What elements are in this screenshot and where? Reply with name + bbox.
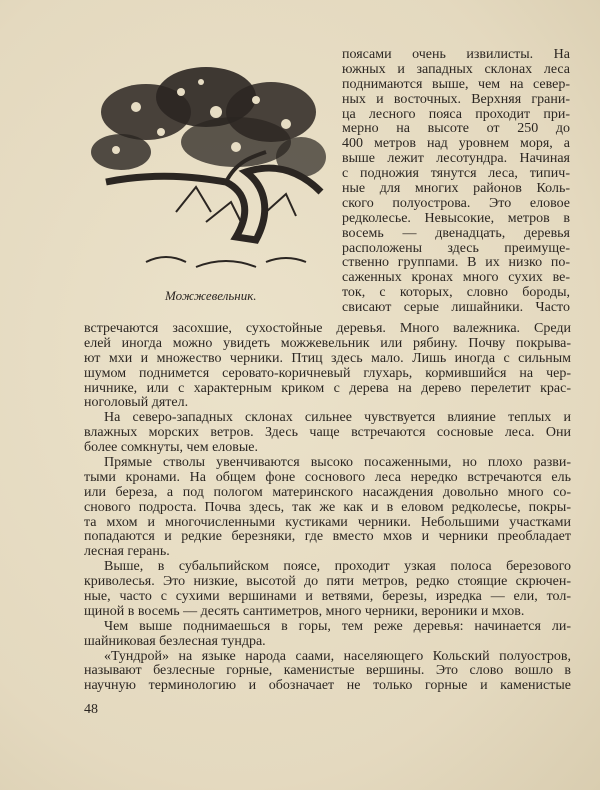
text-line: та мхом и многочисленными кустиками черники. Небольшими участками (84, 515, 571, 530)
body-text (84, 322, 571, 694)
text-line: ют мхи и множество черники. Птиц здесь мало. Лишь иногда с сильным (84, 351, 571, 366)
text-line: попадаются и редкие березняки, где вместо мхов и черники преобладает (84, 530, 571, 545)
text-line: научную терминологию и обозначает не только горные и каменистые (84, 679, 571, 694)
text-line: редколесье. Невысокие, метров в (342, 211, 570, 226)
paragraph (84, 560, 571, 620)
text-line: криволесья. Это низкие, высотой до пяти метров, редко стоящие скрючен- (84, 575, 571, 590)
juniper-illustration (86, 62, 330, 274)
text-line: снового подроста. Почва здесь, так же как и в еловом редколесье, покры- (84, 500, 571, 515)
text-line: лесная герань. (84, 545, 170, 560)
page-number: 48 (84, 702, 98, 717)
text-line: тыми кронами. На общем фоне соснового леса нередко встречаются ель (84, 470, 571, 485)
text-line: щиной в восемь — десять сантиметров, много черники, вероники и мхов. (84, 604, 525, 619)
text-line: выше лежит лесотундра. Начиная (342, 152, 570, 167)
text-line: ца лесного пояса проходит при- (342, 107, 570, 122)
text-line: саженных кронах много сухих ве- (342, 271, 570, 286)
paragraph (84, 650, 571, 695)
right-column-text (342, 48, 570, 316)
text-line: «Тундрой» на языке народа саами, населяющего Кольский полуостров, (104, 649, 571, 664)
paragraph (84, 456, 571, 560)
paragraph (84, 620, 571, 650)
text-line: влажных морских ветров. Здесь чаще встречаются сосновые леса. Они (84, 426, 571, 441)
text-line: ток, с которых, словно бороды, (342, 286, 570, 301)
text-line: свисают серые лишайники. Часто (342, 301, 570, 316)
illustration-caption: Можжевельник. (165, 288, 257, 303)
text-line: ничнике, или с характерным криком с дерева на дерево перелетит крас- (84, 381, 571, 396)
text-line: более сомкнуты, чем еловые. (84, 441, 259, 456)
paragraph (84, 411, 571, 456)
text-line: ные, часто с сухими вершинами и ветвями, березы, изредка — ели, тол- (84, 590, 571, 605)
text-line: южных и западных склонах леса (342, 62, 570, 77)
text-line: Выше, в субальпийском поясе, проходит узкая полоса березового (104, 560, 571, 575)
text-line: шайниковая безлесная тундра. (84, 634, 266, 649)
text-line: мерно на высоте от 250 до (342, 122, 570, 137)
text-line: поясами очень извилисты. На (342, 48, 570, 62)
text-line: называют безлесные горные, каменистые вершины. Это слово вошло в (84, 664, 571, 679)
text-line: встречаются засохшие, сухостойные деревья. Много валежника. Среди (84, 322, 571, 336)
text-line: ского полуострова. Это еловое (342, 196, 570, 211)
text-line: расположены здесь преимуще- (342, 241, 570, 256)
text-line: ных и восточных. Верхняя грани- (342, 92, 570, 107)
text-line: Чем выше поднимаешься в горы, тем реже деревья: начинается ли- (104, 619, 571, 634)
text-line: с подножия тянутся леса, типич- (342, 167, 570, 182)
text-line: шумом поднимется серовато-коричневый глухарь, кормившийся на чер- (84, 366, 571, 381)
text-line: елей иногда можно увидеть можжевельник или рябину. Почву покрыва- (84, 336, 571, 351)
text-line: поднимаются выше, чем на север- (342, 77, 570, 92)
text-line: ноголовый дятел. (84, 396, 189, 411)
text-line: ственно группами. В их низко по- (342, 256, 570, 271)
text-line: ные для многих районов Коль- (342, 182, 570, 197)
text-line: На северо-западных склонах сильнее чувствуется влияние теплых и (104, 411, 571, 426)
paragraph (84, 322, 571, 411)
text-line: Прямые стволы увенчиваются высоко посаженными, но плохо разви- (104, 456, 571, 471)
text-line: 400 метров над уровнем моря, а (342, 137, 570, 152)
juniper-tree-icon (86, 62, 330, 274)
text-line: восемь — двенадцать, деревья (342, 226, 570, 241)
text-line: или береза, а под пологом материнского насаждения довольно много со- (84, 485, 571, 500)
